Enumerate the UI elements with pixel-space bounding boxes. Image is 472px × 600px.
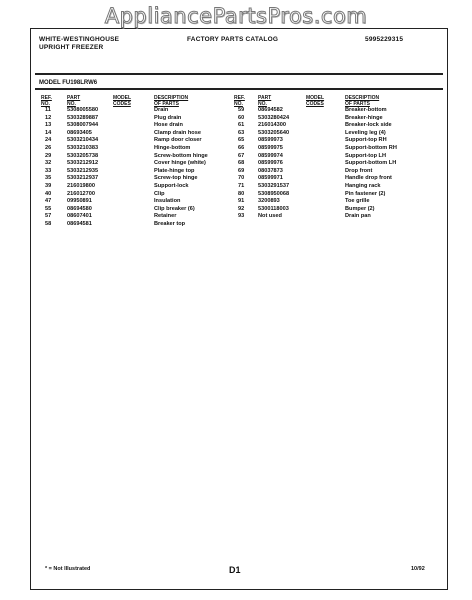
ref-number: 12 [45,114,52,121]
footnote: * = Not Illustrated [45,566,91,572]
part-description: Hose drain [154,122,183,129]
model-header-line1: MODEL [113,95,132,101]
part-description: Support-top RH [345,137,387,144]
part-number: 216012700 [67,190,95,197]
part-number: 5303210434 [67,137,99,144]
ref-number: 13 [45,122,52,129]
part-description: Clamp drain hose [154,129,201,136]
part-number: 5303212912 [67,160,99,167]
brand-name: WHITE-WESTINGHOUSE [39,36,120,43]
ref-number: 70 [238,175,245,182]
part-description: Ramp door closer [154,137,202,144]
part-description: Toe grille [345,198,370,205]
part-number: 216019800 [67,182,95,189]
brand-block [39,36,119,51]
part-number: 08693405 [67,129,92,136]
part-number: 5303212935 [67,167,99,174]
part-number: 5308950068 [258,190,290,197]
ref-header-line2: NO. [41,100,50,107]
ref-number: 66 [238,144,245,151]
ref-number: 59 [238,107,245,113]
ref-number: 40 [45,190,52,197]
ref-number: 63 [238,129,245,136]
part-description: Plate-hinge top [154,167,195,174]
part-description: Clip [154,190,165,197]
ref-number: 65 [238,137,245,144]
part-description: Insulation [154,198,181,205]
ref-number: 60 [238,114,245,121]
part-number: 5308007944 [67,122,99,129]
ref-number: 11 [45,107,51,113]
ref-number: 29 [45,152,52,159]
part-description: Bumper (2) [345,205,375,212]
ref-header-line1: REF. [41,95,52,101]
ref-number: 14 [45,129,52,136]
part-header-line1: PART [258,95,272,101]
model-label: MODEL FU198LRW6 [39,80,98,86]
part-number: 5308005580 [67,107,99,113]
ref-header [41,96,52,107]
part-number: 3200893 [258,198,280,205]
part-header-line2: NO. [258,100,267,107]
part-description: Cover hinge (white) [154,160,206,167]
ref-header-line2: NO. [234,100,243,107]
ref-header [234,96,245,107]
part-description: Support-bottom RH [345,144,397,151]
ref-number: 58 [45,220,52,227]
product-type: UPRIGHT FREEZER [39,43,104,51]
part-number: 5303210383 [67,144,99,151]
watermark: AppliancePartsPros.com [104,4,368,28]
ref-number: 32 [45,160,52,167]
part-description: Support-bottom LH [345,160,397,167]
part-number: 5303212937 [67,175,99,182]
model-divider [35,88,443,90]
part-description: Breaker top [154,220,186,227]
part-description: Breaker-hinge [345,114,383,121]
ref-number: 68 [238,160,245,167]
part-description: Screw-bottom hinge [154,152,208,159]
part-number: 08599971 [258,175,283,182]
part-number: 08694580 [67,205,92,212]
part-number: 5303280424 [258,114,290,121]
part-description: Retainer [154,213,177,220]
part-description: Support-top LH [345,152,387,159]
part-description: Drop front [345,167,373,174]
revision-date: 10/92 [411,566,425,572]
ref-number: 80 [238,190,245,197]
header-divider [35,73,443,75]
part-description: Plug drain [154,114,182,121]
ref-number: 33 [45,167,52,174]
catalog-number: 5995229315 [365,36,404,43]
ref-number: 69 [238,167,245,174]
ref-number: 57 [45,213,52,220]
ref-number: 91 [238,198,245,205]
part-number: 5300118003 [258,205,289,212]
ref-number: 93 [238,213,245,220]
part-number: 08599973 [258,137,283,144]
description-header [154,96,188,107]
part-description: Support-lock [154,182,189,189]
part-header-line2: NO. [67,100,76,107]
ref-number: 26 [45,144,52,151]
model-codes-header [113,96,131,107]
part-description: Drain pan [345,213,371,220]
desc-header-line2: OF PARTS [345,100,370,107]
model-codes-header [306,96,324,107]
part-description: Handle drop front [345,175,392,182]
part-number: 08607401 [67,213,92,220]
part-header [258,96,271,107]
ref-number: 39 [45,182,52,189]
part-header [67,96,80,107]
part-number: 5303291537 [258,182,290,189]
part-number: Not used [258,213,282,220]
desc-header-line1: DESCRIPTION [345,95,380,101]
part-number: 5303289887 [67,114,99,121]
part-description: Screw-top hinge [154,175,198,182]
ref-number: 71 [238,182,245,189]
part-header-line1: PART [67,95,81,101]
ref-number: 35 [45,175,52,182]
part-description: Clip breaker (6) [154,205,195,212]
part-number: 08037873 [258,167,283,174]
part-description: Hinge-bottom [154,144,191,151]
part-number: 08599976 [258,160,283,167]
description-header [345,96,379,107]
part-description: Drain [154,107,169,113]
model-header-line2: CODES [113,100,131,107]
part-number: 08599974 [258,152,283,159]
part-number: 5303205738 [67,152,99,159]
catalog-title: FACTORY PARTS CATALOG [187,36,279,43]
model-header-line2: CODES [306,100,324,107]
part-number: 08694582 [258,107,283,113]
part-number: 216014300 [258,122,286,129]
ref-number: 61 [238,122,245,129]
ref-number: 47 [45,198,52,205]
page-number: D1 [229,565,241,575]
part-description: Leveling leg (4) [345,129,386,136]
part-number: 09950891 [67,198,92,205]
desc-header-line1: DESCRIPTION [154,95,189,101]
model-header-line1: MODEL [306,95,325,101]
part-description: Breaker-lock side [345,122,392,129]
ref-number: 67 [238,152,245,159]
ref-number: 92 [238,205,245,212]
part-number: 08599975 [258,144,283,151]
ref-header-line1: REF. [234,95,245,101]
parts-catalog-page [30,28,448,590]
part-number: 5303205640 [258,129,290,136]
ref-number: 24 [45,137,52,144]
part-description: Pin fastener (2) [345,190,386,197]
part-description: Hanging rack [345,182,381,189]
part-number: 08694581 [67,220,92,227]
ref-number: 55 [45,205,52,212]
desc-header-line2: OF PARTS [154,100,179,107]
part-description: Breaker-bottom [345,107,387,113]
